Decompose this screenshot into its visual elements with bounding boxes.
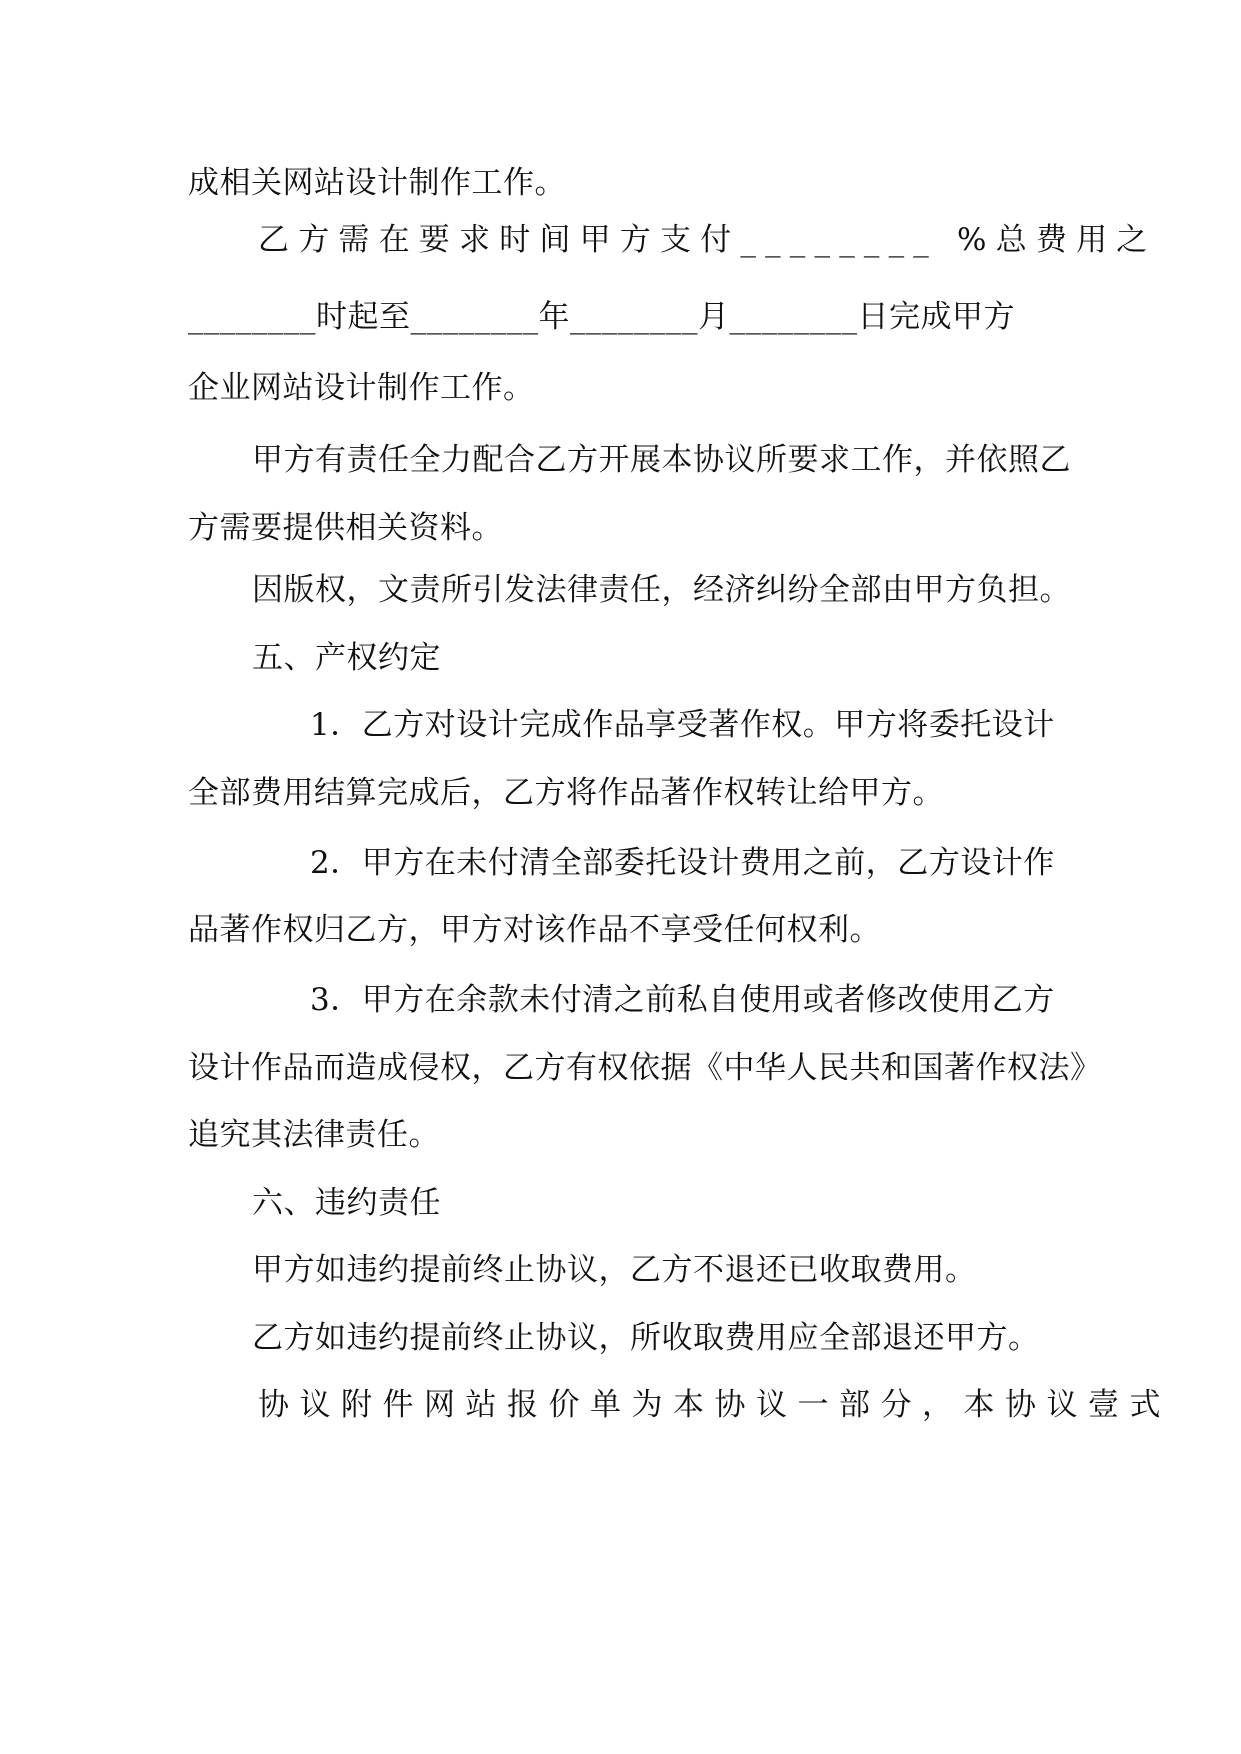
paragraph-line-1: 成相关网站设计制作工作。 <box>188 165 566 201</box>
paragraph-line-15: 追究其法律责任。 <box>188 1117 440 1153</box>
paragraph-line-5: 甲方有责任全力配合乙方开展本协议所要求工作，并依照乙 <box>252 442 1071 478</box>
paragraph-line-10: 全部费用结算完成后，乙方将作品著作权转让给甲方。 <box>188 775 944 811</box>
paragraph-line-17: 甲方如违约提前终止协议，乙方不退还已收取费用。 <box>252 1252 977 1288</box>
paragraph-line-14: 设计作品而造成侵权，乙方有权依据《中华人民共和国著作权法》 <box>188 1050 1102 1086</box>
paragraph-line-3: ________时起至________年________月________日完成甲方 <box>188 299 1015 335</box>
paragraph-line-13: 3．甲方在余款未付清之前私自使用或者修改使用乙方 <box>310 982 1055 1018</box>
paragraph-line-4: 企业网站设计制作工作。 <box>188 370 535 406</box>
paragraph-line-7: 因版权，文责所引发法律责任，经济纠纷全部由甲方负担。 <box>252 572 1071 608</box>
section-heading-5: 五、产权约定 <box>252 640 441 676</box>
paragraph-line-11: 2．甲方在未付清全部委托设计费用之前，乙方设计作 <box>310 845 1055 881</box>
paragraph-line-9: 1．乙方对设计完成作品享受著作权。甲方将委托设计 <box>310 707 1055 743</box>
paragraph-line-6: 方需要提供相关资料。 <box>188 510 503 546</box>
section-heading-6: 六、违约责任 <box>252 1185 441 1221</box>
paragraph-line-2: 乙方需在要求时间甲方支付________ %总费用之 <box>258 222 1157 258</box>
paragraph-line-12: 品著作权归乙方，甲方对该作品不享受任何权利。 <box>188 912 881 948</box>
paragraph-line-18: 乙方如违约提前终止协议，所收取费用应全部退还甲方。 <box>252 1320 1040 1356</box>
paragraph-line-19: 协议附件网站报价单为本协议一部分，本协议壹式 <box>258 1387 1171 1423</box>
